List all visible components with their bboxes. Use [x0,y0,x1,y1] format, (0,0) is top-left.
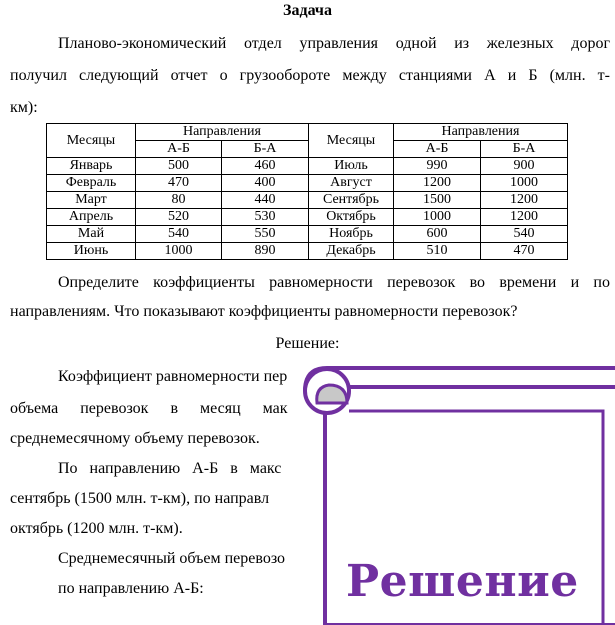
solution-line-4: По направлению А-Б в макс [58,460,282,477]
value-cell: 460 [222,158,309,175]
month-cell: Октябрь [309,209,394,226]
dir-ba-header-left: Б-А [222,141,309,158]
month-cell: Декабрь [309,243,394,260]
table-row [47,226,568,243]
value-cell: 1200 [481,209,568,226]
value-cell: 400 [222,175,309,192]
month-cell: Ноябрь [309,226,394,243]
table-row [47,175,568,192]
solution-line-2: объема перевозок в месяц мак [10,400,288,417]
solution-heading: Решение: [275,335,340,352]
solution-line-8: по направлению А-Б: [58,580,204,597]
directions-header-left: Направления [136,124,309,141]
month-cell: Январь [47,158,136,175]
value-cell: 1500 [394,192,481,209]
table-row [47,158,568,175]
month-cell: Апрель [47,209,136,226]
months-header-right: Месяцы [309,124,394,158]
intro-line-1: Планово-экономический отдел управления одной из железных дорог [58,35,610,52]
table-row [47,209,568,226]
value-cell: 530 [222,209,309,226]
freight-report-table [46,123,568,260]
month-cell: Сентябрь [309,192,394,209]
solution-line-5: сентябрь (1500 млн. т-км), по направл [10,490,270,507]
month-cell: Февраль [47,175,136,192]
page-title: Задача [283,2,332,19]
months-header-left: Месяцы [47,124,136,158]
value-cell: 1200 [394,175,481,192]
intro-line-2: получил следующий отчет о грузообороте между станциями А и Б (млн. т- [10,67,610,84]
value-cell: 1000 [136,243,222,260]
value-cell: 520 [136,209,222,226]
dir-ab-header-right: А-Б [394,141,481,158]
question-line-1: Определите коэффициенты равномерности перевозок во времени и по [58,274,610,291]
intro-line-3: км): [10,99,38,116]
solution-line-3: среднемесячному объему перевозок. [10,430,260,447]
directions-header-right: Направления [394,124,568,141]
table-row [47,243,568,260]
dir-ab-header-left: А-Б [136,141,222,158]
solution-line-7: Среднемесячный объем перевозо [58,550,286,567]
month-cell: Август [309,175,394,192]
value-cell: 470 [136,175,222,192]
value-cell: 540 [136,226,222,243]
dir-ba-header-right: Б-А [481,141,568,158]
value-cell: 550 [222,226,309,243]
value-cell: 510 [394,243,481,260]
value-cell: 1000 [394,209,481,226]
month-cell: Июль [309,158,394,175]
value-cell: 440 [222,192,309,209]
value-cell: 80 [136,192,222,209]
question-line-2: направлениям. Что показывают коэффициенты равномерности перевозок? [10,303,518,320]
value-cell: 900 [481,158,568,175]
month-cell: Май [47,226,136,243]
solution-line-6: октябрь (1200 млн. т-км). [10,520,183,537]
solution-line-1: Коэффициент равномерности пер [58,368,288,385]
table-row [47,192,568,209]
scroll-label: Решение [346,556,579,607]
value-cell: 500 [136,158,222,175]
value-cell: 890 [222,243,309,260]
value-cell: 600 [394,226,481,243]
value-cell: 540 [481,226,568,243]
value-cell: 470 [481,243,568,260]
value-cell: 1200 [481,192,568,209]
value-cell: 990 [394,158,481,175]
value-cell: 1000 [481,175,568,192]
month-cell: Июнь [47,243,136,260]
month-cell: Март [47,192,136,209]
